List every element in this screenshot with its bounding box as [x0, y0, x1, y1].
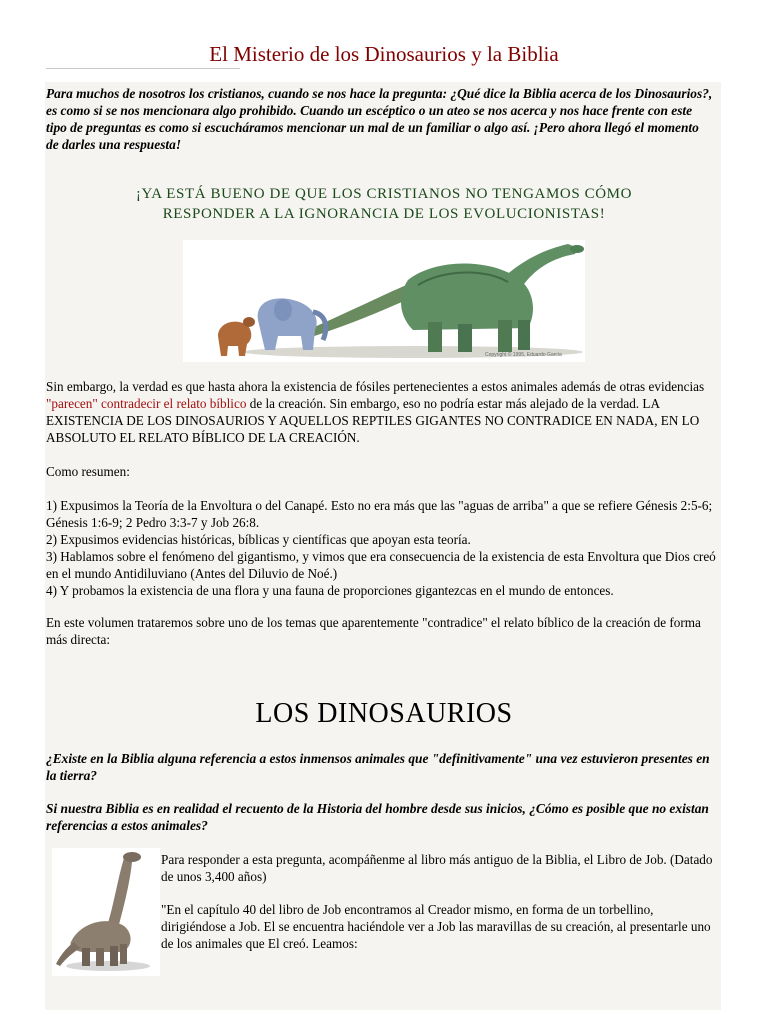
list-item: 3) Hablamos sobre el fenómeno del gigantismo, y vimos que era consecuencia de la existencia de esta Envoltura que Dios creó en el mundo Antidiluviano (Antes del Diluvio de Noé.)	[46, 549, 716, 581]
banner-line-2: RESPONDER A LA IGNORANCIA DE LOS EVOLUCIONISTAS!	[162, 206, 606, 222]
list-item: 2) Expusimos evidencias históricas, bíblicas y científicas que apoyan esta teoría.	[46, 532, 471, 547]
paragraph-2: En este volumen trataremos sobre uno de los temas que aparentemente "contradice" el relato bíblico de la creación de forma más directa:	[46, 615, 701, 647]
paragraph-1-start: Sin embargo, la verdad es que hasta ahora la existencia de fósiles pertenecientes a estos animales además de otras evidencias	[46, 379, 705, 394]
highlight-text: "parecen" contradecir el relato bíblico	[46, 396, 247, 411]
question-2: Si nuestra Biblia es en realidad el recuento de la Historia del hombre desde sus inicios, ¿Cómo es posible que no existan referencias a estos animales?	[46, 801, 709, 833]
image-copyright: Copyright © 1995, Eduardo Garcia	[485, 352, 562, 358]
intro-paragraph: Para muchos de nosotros los cristianos, cuando se nos hace la pregunta: ¿Qué dice la Biblia acerca de los Dinosaurios?, es como si se nos mencionara algo prohibido. Cuando un escéptico o un ateo se nos acerca y nos hace frente con este tipo de preguntas es como si escucháramos mencionar un mal de un familiar o algo así. ¡Pero ahora llegó el momento de darles una respuesta!	[46, 86, 713, 152]
list-item: 1) Expusimos la Teoría de la Envoltura o del Canapé. Esto no era más que las "aguas de arriba" a que se refiere Génesis 2:5-6; Génesis 1:6-9; 2 Pedro 3:3-7 y Job 26:8.	[46, 498, 713, 530]
title-divider	[46, 68, 240, 69]
brachiosaurus-illustration	[52, 848, 160, 976]
banner-line-1: ¡YA ESTÁ BUENO DE QUE LOS CRISTIANOS NO TENGAMOS CÓMO	[135, 186, 633, 202]
list-item: 4) Y probamos la existencia de una flora y una fauna de proporciones gigantezcas en el mundo de entonces.	[46, 583, 614, 598]
question-1: ¿Existe en la Biblia alguna referencia a estos inmensos animales que "definitivamente" una vez estuvieron presentes en la tierra?	[46, 751, 710, 783]
side-paragraph-1: Para responder a esta pregunta, acompáñenme al libro más antiguo de la Biblia, el Libro de Job. (Datado de unos 3,400 años)	[161, 852, 713, 884]
section-heading: LOS DINOSAURIOS	[255, 698, 513, 729]
paragraph-1-end: de la creación. Sin embargo, eso no podría estar más alejado de la verdad. LA EXISTENCIA DE LOS DINOSAURIOS Y AQUELLOS REPTILES GIGANTES NO CONTRADICE EN NADA, EN LO ABSOLUTO EL RELATO BÍBLICO DE LA CREACIÓN.	[46, 396, 700, 445]
dinosaur-lineup-illustration	[183, 240, 585, 362]
summary-list	[46, 497, 718, 599]
paragraph-1	[46, 378, 718, 446]
page-title: El Misterio de los Dinosaurios y la Biblia	[209, 42, 559, 66]
banner-heading	[46, 184, 722, 224]
summary-label: Como resumen:	[46, 464, 130, 479]
side-paragraph-2: "En el capítulo 40 del libro de Job encontramos al Creador mismo, en forma de un torbellino, dirigiéndose a Job. El se encuentra haciéndole ver a Job las maravillas de su creación, al presentarle uno de los animales que El creó. Leamos:	[161, 902, 711, 951]
